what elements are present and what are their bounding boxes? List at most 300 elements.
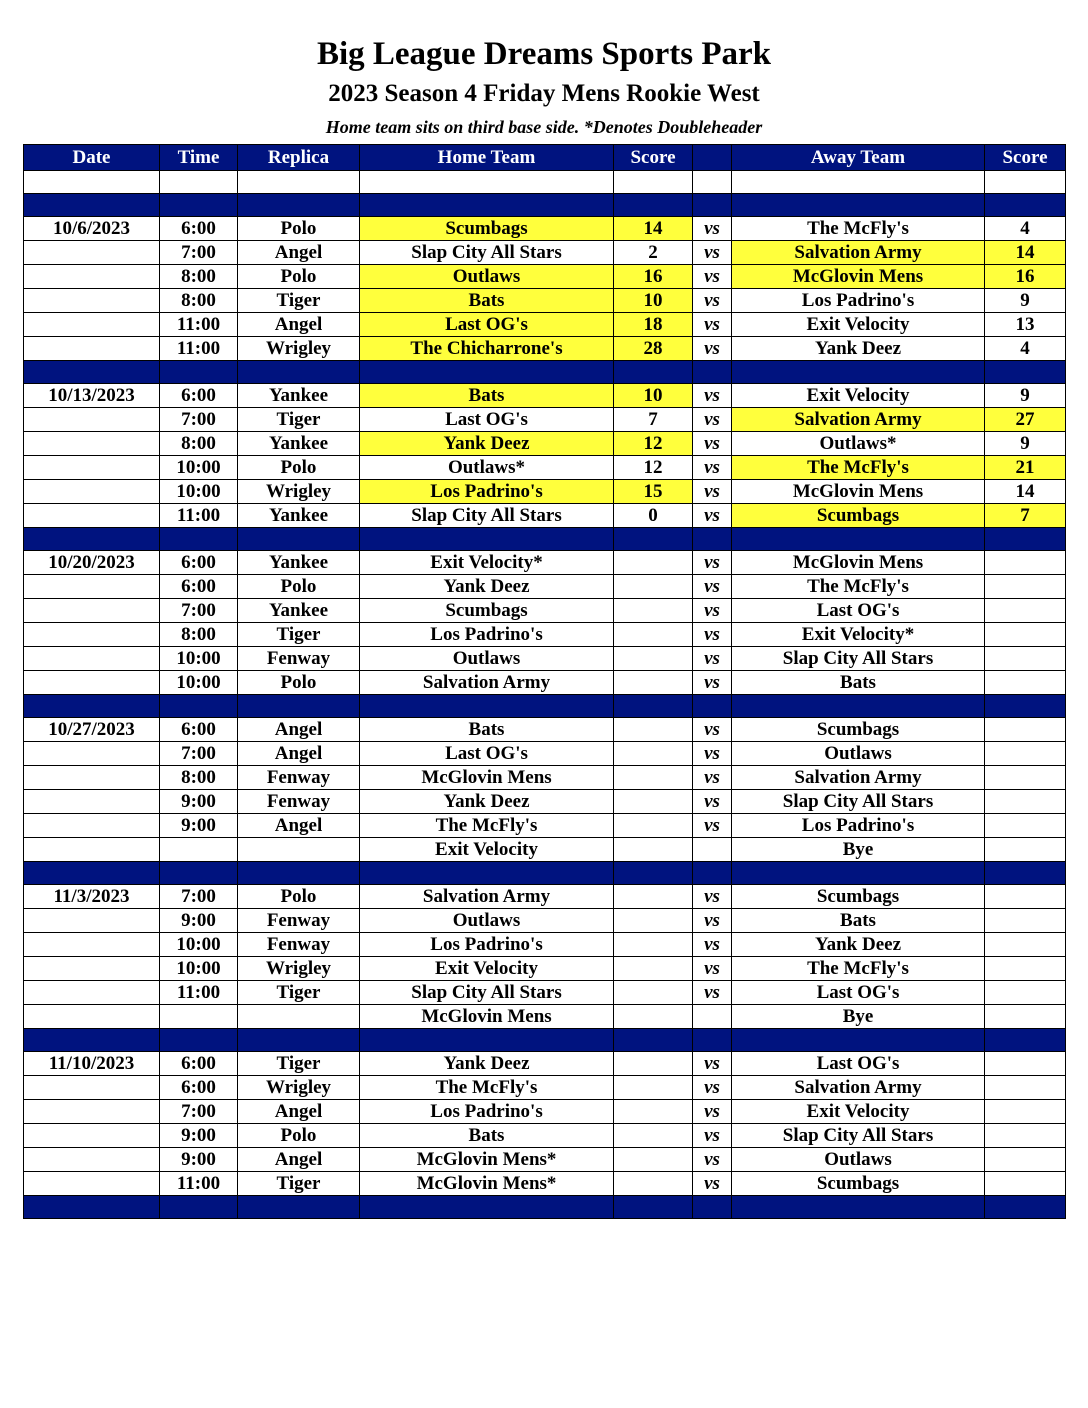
away-team: Scumbags bbox=[732, 504, 985, 528]
vs-label: vs bbox=[693, 718, 732, 742]
away-score: 9 bbox=[985, 384, 1066, 408]
game-row bbox=[24, 265, 1066, 289]
schedule-table bbox=[23, 144, 1066, 1219]
game-time: 11:00 bbox=[160, 1172, 238, 1196]
away-score bbox=[985, 814, 1066, 838]
game-replica-field: Polo bbox=[238, 217, 360, 241]
game-time: 9:00 bbox=[160, 790, 238, 814]
game-date: 11/3/2023 bbox=[24, 885, 160, 909]
game-time: 8:00 bbox=[160, 265, 238, 289]
home-score: 7 bbox=[614, 408, 693, 432]
home-score: 16 bbox=[614, 265, 693, 289]
game-replica-field: Angel bbox=[238, 718, 360, 742]
away-score bbox=[985, 933, 1066, 957]
game-time: 6:00 bbox=[160, 217, 238, 241]
vs-label: vs bbox=[693, 432, 732, 456]
game-row bbox=[24, 1076, 1066, 1100]
vs-label: vs bbox=[693, 337, 732, 361]
game-time: 9:00 bbox=[160, 1124, 238, 1148]
game-row bbox=[24, 1124, 1066, 1148]
away-score bbox=[985, 718, 1066, 742]
separator-cell bbox=[693, 1196, 732, 1219]
home-team: Bats bbox=[360, 1124, 614, 1148]
game-replica-field: Angel bbox=[238, 313, 360, 337]
separator-cell bbox=[693, 361, 732, 384]
bye-row bbox=[24, 1005, 1066, 1029]
vs-label: vs bbox=[693, 1124, 732, 1148]
away-team: Slap City All Stars bbox=[732, 1124, 985, 1148]
separator-cell bbox=[24, 695, 160, 718]
away-score: 7 bbox=[985, 504, 1066, 528]
game-row bbox=[24, 432, 1066, 456]
home-team: Salvation Army bbox=[360, 671, 614, 695]
separator-cell bbox=[732, 862, 985, 885]
home-score bbox=[614, 814, 693, 838]
away-score bbox=[985, 1076, 1066, 1100]
game-date bbox=[24, 742, 160, 766]
game-date bbox=[24, 647, 160, 671]
game-date bbox=[24, 981, 160, 1005]
home-score bbox=[614, 981, 693, 1005]
game-replica-field: Yankee bbox=[238, 599, 360, 623]
separator-cell bbox=[360, 194, 614, 217]
game-row bbox=[24, 957, 1066, 981]
game-date: 10/20/2023 bbox=[24, 551, 160, 575]
game-replica-field: Polo bbox=[238, 885, 360, 909]
home-score bbox=[614, 885, 693, 909]
game-replica-field: Angel bbox=[238, 241, 360, 265]
col-header-away-team: Away Team bbox=[732, 145, 985, 171]
home-score bbox=[614, 1052, 693, 1076]
home-score bbox=[614, 790, 693, 814]
game-row bbox=[24, 1148, 1066, 1172]
home-score bbox=[614, 933, 693, 957]
home-score: 0 bbox=[614, 504, 693, 528]
away-team: The McFly's bbox=[732, 456, 985, 480]
game-date bbox=[24, 790, 160, 814]
away-score bbox=[985, 766, 1066, 790]
game-date bbox=[24, 432, 160, 456]
away-team: Exit Velocity bbox=[732, 1100, 985, 1124]
game-date: 10/27/2023 bbox=[24, 718, 160, 742]
game-replica-field: Wrigley bbox=[238, 337, 360, 361]
vs-label: vs bbox=[693, 647, 732, 671]
away-team: Bye bbox=[732, 838, 985, 862]
vs-label: vs bbox=[693, 408, 732, 432]
home-team: Los Padrino's bbox=[360, 933, 614, 957]
game-replica-field: Wrigley bbox=[238, 480, 360, 504]
col-header-date: Date bbox=[24, 145, 160, 171]
separator-cell bbox=[732, 1196, 985, 1219]
game-row bbox=[24, 766, 1066, 790]
game-replica-field bbox=[238, 838, 360, 862]
week-separator-row bbox=[24, 862, 1066, 885]
week-separator-row bbox=[24, 361, 1066, 384]
week-separator-row bbox=[24, 528, 1066, 551]
game-date bbox=[24, 480, 160, 504]
game-date bbox=[24, 1172, 160, 1196]
vs-label: vs bbox=[693, 623, 732, 647]
game-row bbox=[24, 241, 1066, 265]
home-score bbox=[614, 766, 693, 790]
away-score bbox=[985, 790, 1066, 814]
game-time: 6:00 bbox=[160, 1076, 238, 1100]
home-score bbox=[614, 671, 693, 695]
game-date bbox=[24, 814, 160, 838]
away-score bbox=[985, 551, 1066, 575]
game-date: 11/10/2023 bbox=[24, 1052, 160, 1076]
vs-label: vs bbox=[693, 909, 732, 933]
separator-cell bbox=[693, 862, 732, 885]
home-team: Last OG's bbox=[360, 313, 614, 337]
vs-label: vs bbox=[693, 1172, 732, 1196]
game-time bbox=[160, 1005, 238, 1029]
game-row bbox=[24, 981, 1066, 1005]
col-header-away-score: Score bbox=[985, 145, 1066, 171]
separator-cell bbox=[238, 862, 360, 885]
separator-cell bbox=[693, 528, 732, 551]
separator-cell bbox=[614, 1029, 693, 1052]
game-replica-field: Angel bbox=[238, 742, 360, 766]
away-score bbox=[985, 1172, 1066, 1196]
away-score: 14 bbox=[985, 480, 1066, 504]
home-score bbox=[614, 1076, 693, 1100]
game-date bbox=[24, 337, 160, 361]
game-time bbox=[160, 838, 238, 862]
vs-label: vs bbox=[693, 885, 732, 909]
away-score: 9 bbox=[985, 432, 1066, 456]
separator-cell bbox=[614, 194, 693, 217]
away-team: Exit Velocity* bbox=[732, 623, 985, 647]
vs-label: vs bbox=[693, 957, 732, 981]
game-time: 10:00 bbox=[160, 957, 238, 981]
home-score: 10 bbox=[614, 289, 693, 313]
game-replica-field: Angel bbox=[238, 814, 360, 838]
away-team: Exit Velocity bbox=[732, 384, 985, 408]
separator-cell bbox=[24, 528, 160, 551]
home-team: Bats bbox=[360, 289, 614, 313]
separator-cell bbox=[360, 862, 614, 885]
away-score bbox=[985, 599, 1066, 623]
game-date bbox=[24, 408, 160, 432]
game-time: 11:00 bbox=[160, 981, 238, 1005]
separator-cell bbox=[24, 194, 160, 217]
home-team: Outlaws* bbox=[360, 456, 614, 480]
game-time: 9:00 bbox=[160, 814, 238, 838]
separator-cell bbox=[985, 1029, 1066, 1052]
home-score bbox=[614, 647, 693, 671]
game-row bbox=[24, 1172, 1066, 1196]
game-replica-field: Tiger bbox=[238, 981, 360, 1005]
away-score: 14 bbox=[985, 241, 1066, 265]
away-score: 13 bbox=[985, 313, 1066, 337]
separator-cell bbox=[693, 1029, 732, 1052]
separator-cell bbox=[985, 194, 1066, 217]
home-team: Last OG's bbox=[360, 408, 614, 432]
away-score: 27 bbox=[985, 408, 1066, 432]
game-replica-field: Fenway bbox=[238, 647, 360, 671]
home-score: 18 bbox=[614, 313, 693, 337]
separator-cell bbox=[238, 1196, 360, 1219]
separator-cell bbox=[24, 1029, 160, 1052]
home-score: 10 bbox=[614, 384, 693, 408]
separator-cell bbox=[160, 862, 238, 885]
separator-cell bbox=[614, 1196, 693, 1219]
vs-label: vs bbox=[693, 575, 732, 599]
separator-cell bbox=[24, 862, 160, 885]
away-score bbox=[985, 981, 1066, 1005]
game-date bbox=[24, 1005, 160, 1029]
game-row bbox=[24, 384, 1066, 408]
game-row bbox=[24, 599, 1066, 623]
away-team: Exit Velocity bbox=[732, 313, 985, 337]
separator-cell bbox=[614, 695, 693, 718]
game-replica-field: Fenway bbox=[238, 790, 360, 814]
away-team: Salvation Army bbox=[732, 1076, 985, 1100]
game-row bbox=[24, 718, 1066, 742]
separator-cell bbox=[24, 361, 160, 384]
game-time: 7:00 bbox=[160, 241, 238, 265]
away-score: 4 bbox=[985, 337, 1066, 361]
away-score: 4 bbox=[985, 217, 1066, 241]
game-row bbox=[24, 575, 1066, 599]
game-time: 10:00 bbox=[160, 671, 238, 695]
game-date bbox=[24, 933, 160, 957]
game-replica-field: Wrigley bbox=[238, 1076, 360, 1100]
away-team: Outlaws* bbox=[732, 432, 985, 456]
separator-cell bbox=[160, 361, 238, 384]
away-team: Salvation Army bbox=[732, 408, 985, 432]
away-team: Los Padrino's bbox=[732, 814, 985, 838]
away-score bbox=[985, 838, 1066, 862]
separator-cell bbox=[732, 361, 985, 384]
away-score: 21 bbox=[985, 456, 1066, 480]
game-date bbox=[24, 265, 160, 289]
game-time: 8:00 bbox=[160, 766, 238, 790]
vs-label: vs bbox=[693, 384, 732, 408]
separator-cell bbox=[360, 695, 614, 718]
away-team: Last OG's bbox=[732, 1052, 985, 1076]
home-team: Yank Deez bbox=[360, 790, 614, 814]
away-score bbox=[985, 623, 1066, 647]
away-team: Slap City All Stars bbox=[732, 647, 985, 671]
game-time: 8:00 bbox=[160, 623, 238, 647]
home-score: 15 bbox=[614, 480, 693, 504]
home-score bbox=[614, 957, 693, 981]
header-row bbox=[24, 145, 1066, 171]
separator-cell bbox=[160, 1196, 238, 1219]
home-score bbox=[614, 575, 693, 599]
col-header-home-team: Home Team bbox=[360, 145, 614, 171]
away-score bbox=[985, 1100, 1066, 1124]
vs-label: vs bbox=[693, 1052, 732, 1076]
away-team: Last OG's bbox=[732, 599, 985, 623]
game-row bbox=[24, 885, 1066, 909]
week-separator-row bbox=[24, 1196, 1066, 1219]
home-team: Bats bbox=[360, 718, 614, 742]
page-title: Big League Dreams Sports Park bbox=[316, 36, 772, 72]
separator-cell bbox=[693, 194, 732, 217]
game-row bbox=[24, 408, 1066, 432]
game-replica-field bbox=[238, 1005, 360, 1029]
vs-label: vs bbox=[693, 1148, 732, 1172]
home-score bbox=[614, 1148, 693, 1172]
game-replica-field: Fenway bbox=[238, 909, 360, 933]
vs-label: vs bbox=[693, 217, 732, 241]
game-row bbox=[24, 790, 1066, 814]
game-time: 6:00 bbox=[160, 718, 238, 742]
vs-label: vs bbox=[693, 289, 732, 313]
game-replica-field: Fenway bbox=[238, 766, 360, 790]
game-replica-field: Polo bbox=[238, 456, 360, 480]
col-header-time: Time bbox=[160, 145, 238, 171]
home-team: Slap City All Stars bbox=[360, 241, 614, 265]
away-team: Last OG's bbox=[732, 981, 985, 1005]
game-date: 10/6/2023 bbox=[24, 217, 160, 241]
away-score bbox=[985, 1148, 1066, 1172]
away-score bbox=[985, 742, 1066, 766]
away-team: Outlaws bbox=[732, 1148, 985, 1172]
week-separator-row bbox=[24, 1029, 1066, 1052]
home-score bbox=[614, 1124, 693, 1148]
game-date bbox=[24, 1076, 160, 1100]
home-team: Los Padrino's bbox=[360, 480, 614, 504]
home-team: Yank Deez bbox=[360, 1052, 614, 1076]
away-score bbox=[985, 885, 1066, 909]
home-score bbox=[614, 1172, 693, 1196]
away-team: Yank Deez bbox=[732, 337, 985, 361]
game-time: 7:00 bbox=[160, 599, 238, 623]
vs-label: vs bbox=[693, 599, 732, 623]
game-time: 7:00 bbox=[160, 1100, 238, 1124]
home-team: Slap City All Stars bbox=[360, 981, 614, 1005]
vs-label: vs bbox=[693, 313, 732, 337]
home-team: Scumbags bbox=[360, 217, 614, 241]
away-team: McGlovin Mens bbox=[732, 551, 985, 575]
game-replica-field: Wrigley bbox=[238, 957, 360, 981]
separator-cell bbox=[360, 1196, 614, 1219]
separator-cell bbox=[985, 528, 1066, 551]
game-row bbox=[24, 456, 1066, 480]
separator-cell bbox=[732, 528, 985, 551]
separator-cell bbox=[732, 194, 985, 217]
vs-label: vs bbox=[693, 671, 732, 695]
away-score bbox=[985, 1052, 1066, 1076]
home-score bbox=[614, 742, 693, 766]
home-score bbox=[614, 909, 693, 933]
separator-cell bbox=[693, 695, 732, 718]
vs-label: vs bbox=[693, 265, 732, 289]
separator-cell bbox=[985, 361, 1066, 384]
home-team: Outlaws bbox=[360, 909, 614, 933]
away-team: Scumbags bbox=[732, 718, 985, 742]
col-header-home-score: Score bbox=[614, 145, 693, 171]
away-team: McGlovin Mens bbox=[732, 480, 985, 504]
game-time: 11:00 bbox=[160, 504, 238, 528]
separator-cell bbox=[238, 1029, 360, 1052]
game-date bbox=[24, 1100, 160, 1124]
home-team: The Chicharrone's bbox=[360, 337, 614, 361]
game-time: 6:00 bbox=[160, 1052, 238, 1076]
away-team: Salvation Army bbox=[732, 241, 985, 265]
away-team: Slap City All Stars bbox=[732, 790, 985, 814]
game-time: 9:00 bbox=[160, 909, 238, 933]
separator-cell bbox=[160, 528, 238, 551]
separator-cell bbox=[614, 528, 693, 551]
home-score bbox=[614, 1005, 693, 1029]
away-team: Outlaws bbox=[732, 742, 985, 766]
game-replica-field: Tiger bbox=[238, 289, 360, 313]
game-date bbox=[24, 766, 160, 790]
game-date bbox=[24, 599, 160, 623]
home-team: The McFly's bbox=[360, 1076, 614, 1100]
game-row bbox=[24, 933, 1066, 957]
away-team: Scumbags bbox=[732, 885, 985, 909]
game-replica-field: Yankee bbox=[238, 384, 360, 408]
vs-label: vs bbox=[693, 1100, 732, 1124]
game-row bbox=[24, 909, 1066, 933]
game-row bbox=[24, 1052, 1066, 1076]
separator-cell bbox=[614, 361, 693, 384]
separator-cell bbox=[160, 194, 238, 217]
col-header-replica: Replica bbox=[238, 145, 360, 171]
away-score bbox=[985, 909, 1066, 933]
game-replica-field: Tiger bbox=[238, 408, 360, 432]
week-separator-row bbox=[24, 695, 1066, 718]
game-row bbox=[24, 504, 1066, 528]
game-time: 6:00 bbox=[160, 575, 238, 599]
home-team: Bats bbox=[360, 384, 614, 408]
game-replica-field: Polo bbox=[238, 265, 360, 289]
game-date bbox=[24, 1124, 160, 1148]
home-score bbox=[614, 838, 693, 862]
home-team: Scumbags bbox=[360, 599, 614, 623]
game-row bbox=[24, 647, 1066, 671]
game-row bbox=[24, 480, 1066, 504]
away-team: McGlovin Mens bbox=[732, 265, 985, 289]
game-replica-field: Polo bbox=[238, 671, 360, 695]
away-score bbox=[985, 1124, 1066, 1148]
game-replica-field: Yankee bbox=[238, 504, 360, 528]
game-replica-field: Yankee bbox=[238, 432, 360, 456]
separator-cell bbox=[238, 528, 360, 551]
game-date: 10/13/2023 bbox=[24, 384, 160, 408]
game-replica-field: Tiger bbox=[238, 623, 360, 647]
separator-cell bbox=[360, 361, 614, 384]
game-replica-field: Polo bbox=[238, 575, 360, 599]
game-replica-field: Fenway bbox=[238, 933, 360, 957]
game-row bbox=[24, 671, 1066, 695]
game-time: 6:00 bbox=[160, 551, 238, 575]
home-team: McGlovin Mens bbox=[360, 766, 614, 790]
separator-cell bbox=[238, 361, 360, 384]
away-team: Bats bbox=[732, 671, 985, 695]
home-score bbox=[614, 599, 693, 623]
away-score bbox=[985, 647, 1066, 671]
game-time: 6:00 bbox=[160, 384, 238, 408]
separator-cell bbox=[732, 695, 985, 718]
vs-label: vs bbox=[693, 551, 732, 575]
home-team: Exit Velocity bbox=[360, 838, 614, 862]
away-team: The McFly's bbox=[732, 957, 985, 981]
home-team: Los Padrino's bbox=[360, 1100, 614, 1124]
separator-cell bbox=[985, 862, 1066, 885]
game-time: 10:00 bbox=[160, 647, 238, 671]
away-score bbox=[985, 1005, 1066, 1029]
home-score: 2 bbox=[614, 241, 693, 265]
separator-cell bbox=[360, 528, 614, 551]
game-row bbox=[24, 313, 1066, 337]
